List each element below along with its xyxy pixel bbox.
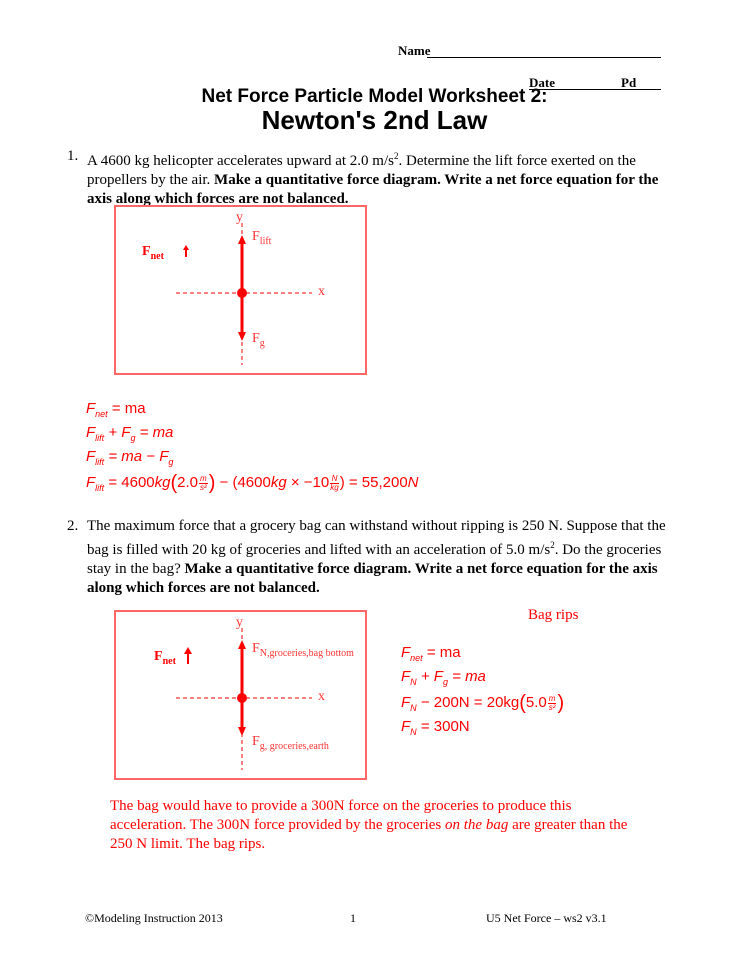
question-text-cont: . Do the groceries stay in the bag? bbox=[87, 542, 662, 577]
question-text: A 4600 kg helicopter accelerates upward at 2.0 m/s bbox=[87, 153, 394, 169]
worksheet-subtitle: Newton's 2nd Law bbox=[261, 105, 488, 135]
footer-copyright: ©Modeling Instruction 2013 bbox=[85, 911, 223, 925]
down-arrow-icon bbox=[238, 332, 246, 341]
name-field[interactable] bbox=[427, 43, 661, 58]
worksheet-title: Net Force Particle Model Worksheet 2: bbox=[201, 86, 548, 107]
question-text: The maximum force that a grocery bag can withstand without ripping is 250 N. Suppose that the bag is filled with 20 kg of groceries and lifted with an acceleration of 5.0 m/s bbox=[87, 518, 666, 558]
question-text-cont: . Determine the lift force exerted on the propellers by the air. bbox=[87, 153, 636, 188]
page-number: 1 bbox=[350, 911, 356, 925]
force-diagram-svg bbox=[116, 612, 365, 778]
force-diagram-1 bbox=[114, 205, 367, 375]
equation-1-2: $F_{lift} + F_g$ = ma bbox=[86, 424, 174, 443]
equation-1-3: $F_{lift}$ = ma − $F_g$ bbox=[86, 448, 174, 467]
x-axis-label: x bbox=[318, 689, 325, 704]
question-2 bbox=[67, 517, 667, 598]
fnet-label: $F_{net}$ bbox=[154, 649, 176, 667]
up-arrow-icon bbox=[238, 235, 246, 244]
equation-1-4: $F_{lift} = 4600kg(2.0$ $\frac{m}{\text{s²}}$ ) − (4600kg × −10 $\frac{N}{kg}$ ) = 55,200N bbox=[86, 472, 419, 494]
gravity-force-label: $F_g$ bbox=[252, 331, 265, 349]
force-diagram-2 bbox=[114, 610, 367, 780]
fnet-label: $F_{net}$ bbox=[142, 244, 164, 262]
question-1 bbox=[67, 147, 667, 209]
equation-2-3: $F_N - 200N = 20kg(5.0$ $\frac{m}{\text{s²}}$ ) bbox=[401, 692, 565, 714]
verdict: Bag rips bbox=[528, 607, 579, 623]
question-number: 2. bbox=[67, 518, 79, 534]
answer-explanation: The bag would have to provide a 300N force on the groceries to produce this acceleration. The 300N force provided by the groceries on the bag are greater than the 250 N limit. The bag rips. bbox=[110, 798, 628, 852]
lift-force-label: $F_{lift}$ bbox=[252, 229, 272, 247]
normal-force-label: $F_{N,groceries,bag bottom}$ bbox=[252, 641, 354, 659]
question-instructions: Make a quantitative force diagram. Write a net force equation for the axis along which forces are not balanced. bbox=[87, 561, 658, 596]
x-axis-label: x bbox=[318, 284, 325, 299]
gravity-force-label: $F_{g, groceries,earth}$ bbox=[252, 734, 329, 752]
force-diagram-svg bbox=[116, 207, 365, 373]
particle-dot bbox=[237, 693, 247, 703]
equation-2-1: $F_{net}$ = ma bbox=[401, 644, 461, 663]
pd-label: Pd bbox=[621, 75, 637, 90]
footer-version: U5 Net Force – ws2 v3.1 bbox=[486, 911, 607, 925]
name-label: Name bbox=[398, 43, 431, 58]
down-arrow-icon bbox=[238, 727, 246, 736]
particle-dot bbox=[237, 288, 247, 298]
y-axis-label: y bbox=[236, 615, 243, 630]
y-axis-label: y bbox=[236, 210, 243, 225]
up-arrow-icon bbox=[238, 640, 246, 649]
equation-2-4: $F_N = 300N$ bbox=[401, 718, 470, 737]
superscript: 2 bbox=[393, 151, 399, 161]
equation-1-1: $F_{net}$ = ma bbox=[86, 400, 146, 419]
superscript: 2 bbox=[550, 540, 555, 550]
question-number: 1. bbox=[67, 148, 79, 164]
equation-2-2: $F_N + F_g$ = ma bbox=[401, 668, 486, 687]
question-instructions: Make a quantitative force diagram. Write a net force equation for the axis along which forces are not balanced. bbox=[87, 172, 659, 207]
date-label: Date bbox=[529, 75, 555, 90]
